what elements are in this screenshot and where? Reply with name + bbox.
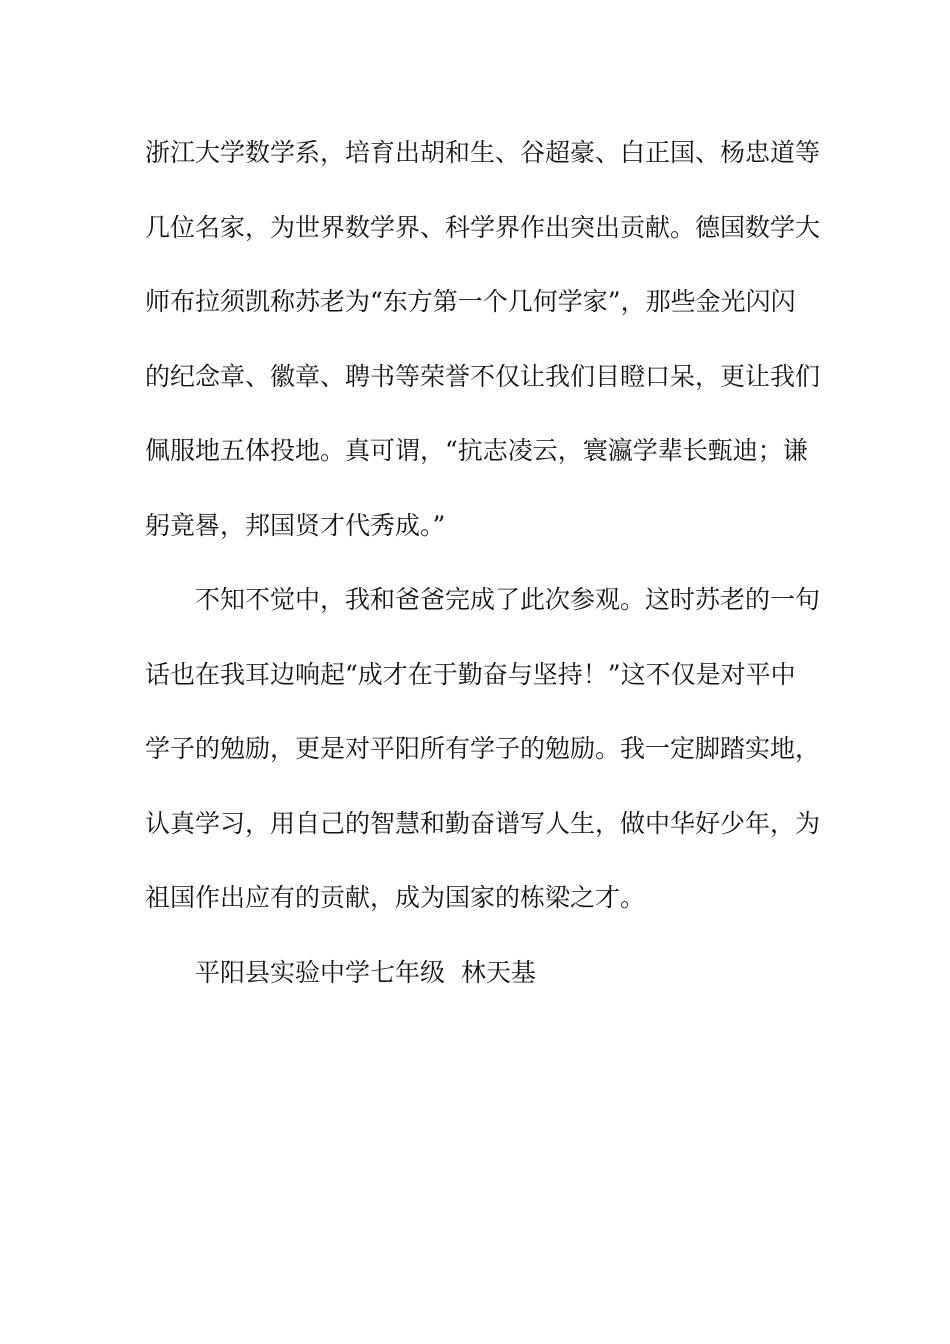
text-line: 话也在我耳边响起“成才在于勤奋与坚持！”这不仅是对平中 [145,659,796,689]
text-line: 不知不觉中，我和爸爸完成了此次参观。这时苏老的一句 [195,585,821,614]
text-line: 几位名家，为世界数学界、科学界作出突出贡献。德国数学大 [145,212,821,242]
text-line: 认真学习，用自己的智慧和勤奋谱写人生，做中华好少年，为 [145,808,821,838]
text-line: 祖国作出应有的贡献，成为国家的栋梁之才。 [145,883,646,912]
text-line: 的纪念章、徽章、聘书等荣誉不仅让我们目瞪口呆，更让我们 [145,361,821,391]
author-signature: 平阳县实验中学七年级 林天基 [195,957,536,987]
text-line: 师布拉须凯称苏老为“东方第一个几何学家”，那些金光闪闪 [145,287,796,316]
paragraph-1 [145,128,821,575]
document-body [145,128,821,1022]
text-line: 躬竟晷，邦国贤才代秀成。” [145,510,446,540]
paragraph-2 [145,575,821,948]
text-line: 浙江大学数学系，培育出胡和生、谷超豪、白正国、杨忠道等 [145,138,821,167]
text-line: 佩服地五体投地。真可谓，“抗志凌云，寰瀛学辈长甄迪；谦 [145,436,808,465]
text-line: 学子的勉励，更是对平阳所有学子的勉励。我一定脚踏实地， [145,734,821,763]
